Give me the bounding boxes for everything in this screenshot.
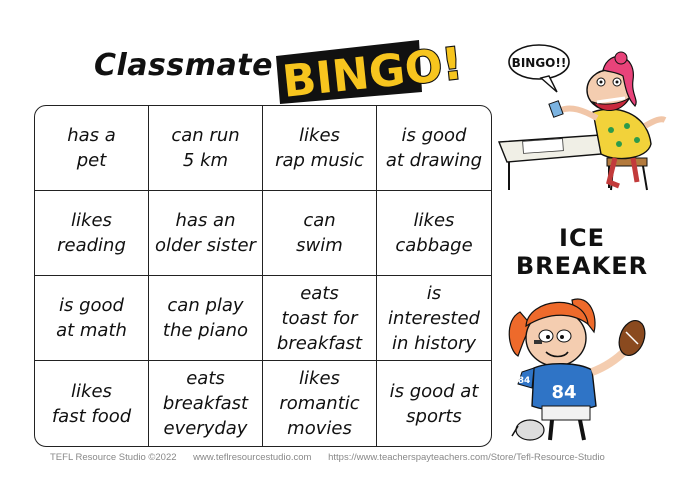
- sleeve-number: 84: [517, 376, 531, 386]
- bingo-card: [34, 105, 492, 447]
- bingo-cell[interactable]: [35, 106, 149, 191]
- bingo-cell-text: [163, 293, 248, 343]
- bingo-cell[interactable]: [263, 276, 377, 361]
- bingo-cell-line: interested: [388, 307, 480, 329]
- bingo-cell-text: [56, 293, 127, 343]
- bingo-cell-line: eats: [186, 368, 225, 389]
- bingo-cell-text: [277, 281, 362, 356]
- bingo-cell[interactable]: [149, 361, 263, 446]
- bingo-cell-line: can: [303, 210, 336, 231]
- jersey-number: 84: [551, 382, 577, 403]
- bingo-cell-text: [57, 208, 126, 258]
- bingo-cell[interactable]: [149, 191, 263, 276]
- bingo-cell-text: [67, 123, 116, 173]
- bingo-cell[interactable]: [35, 191, 149, 276]
- bingo-cell[interactable]: [377, 361, 491, 446]
- bingo-cell-line: 5 km: [182, 150, 229, 171]
- copyright-text: TEFL Resource Studio ©2022: [50, 452, 177, 463]
- bingo-cell-line: the piano: [162, 320, 249, 341]
- bingo-cell-line: reading: [57, 235, 126, 256]
- bingo-grid: [35, 106, 491, 446]
- bingo-cell-line: cabbage: [395, 235, 473, 256]
- bingo-cell[interactable]: [377, 106, 491, 191]
- bingo-cell-line: is good: [401, 125, 467, 146]
- website-link[interactable]: www.teflresourcestudio.com: [193, 452, 312, 463]
- bingo-cell-text: [390, 379, 479, 429]
- bingo-cell-line: is: [426, 282, 442, 304]
- bingo-cell-line: swim: [296, 235, 343, 256]
- bingo-cell-line: can play: [167, 295, 244, 316]
- bingo-cell-text: [52, 379, 131, 429]
- bingo-logo-text: BINGO!: [280, 38, 465, 108]
- bingo-cell[interactable]: [263, 191, 377, 276]
- bingo-cell[interactable]: [263, 361, 377, 446]
- bingo-cell[interactable]: [377, 191, 491, 276]
- bingo-cell-line: everyday: [163, 418, 248, 439]
- bingo-cell-line: has an: [175, 210, 236, 231]
- bingo-cell-line: in history: [391, 332, 477, 354]
- bingo-cell-line: romantic: [279, 393, 360, 414]
- bingo-cell-line: older sister: [155, 235, 256, 256]
- bingo-cell-line: rap music: [275, 150, 364, 171]
- bingo-cell-text: [395, 208, 472, 258]
- bingo-cell-line: pet: [76, 150, 107, 171]
- bingo-cell-text: [296, 208, 343, 258]
- bingo-cell-line: is good: [59, 295, 124, 316]
- bingo-cell[interactable]: [377, 276, 491, 361]
- bingo-cell-text: [386, 123, 482, 173]
- bingo-cell[interactable]: [263, 106, 377, 191]
- page-title: Classmate: [94, 48, 273, 83]
- bingo-cell-line: is good at: [389, 380, 479, 402]
- bingo-cell-text: [171, 123, 239, 173]
- bingo-cell-line: fast food: [51, 405, 132, 427]
- bingo-cell-text: [163, 366, 248, 441]
- bingo-cell-text: [279, 366, 359, 441]
- store-link[interactable]: https://www.teacherspayteachers.com/Store/Tefl-Resource-Studio: [328, 452, 605, 463]
- bingo-cell-line: likes: [71, 380, 112, 402]
- bingo-cell-line: at math: [56, 320, 127, 341]
- bingo-logo: [274, 38, 465, 108]
- bingo-player-illustration: [497, 40, 672, 195]
- bingo-cell-line: at drawing: [385, 150, 483, 171]
- bingo-cell[interactable]: [149, 276, 263, 361]
- bingo-cell[interactable]: [35, 361, 149, 446]
- bingo-cell-text: [388, 281, 480, 356]
- bingo-cell-text: [275, 123, 364, 173]
- bingo-cell-line: toast for: [281, 307, 358, 329]
- bingo-cell-line: can run: [171, 125, 240, 146]
- bingo-cell-line: breakfast: [276, 332, 363, 354]
- bingo-cell[interactable]: [149, 106, 263, 191]
- bingo-cell-line: has a: [67, 125, 116, 146]
- bingo-cell-line: likes: [413, 210, 455, 231]
- bingo-cell-line: likes: [299, 368, 340, 389]
- bingo-cell-line: likes: [299, 125, 340, 146]
- title-area: [88, 38, 465, 108]
- bingo-cell-line: likes: [71, 210, 112, 231]
- bingo-cell-line: breakfast: [162, 393, 249, 414]
- bingo-cell-line: sports: [406, 405, 462, 427]
- footer: [50, 452, 670, 463]
- ice-breaker-label: ICE BREAKER: [515, 224, 649, 280]
- bingo-cell-text: [155, 208, 256, 258]
- football-kid-illustration: [508, 280, 668, 445]
- bingo-cell-line: eats: [300, 282, 339, 304]
- bingo-cell-line: movies: [287, 418, 352, 439]
- bingo-cell[interactable]: [35, 276, 149, 361]
- speech-bubble-text: BINGO!!: [511, 56, 567, 70]
